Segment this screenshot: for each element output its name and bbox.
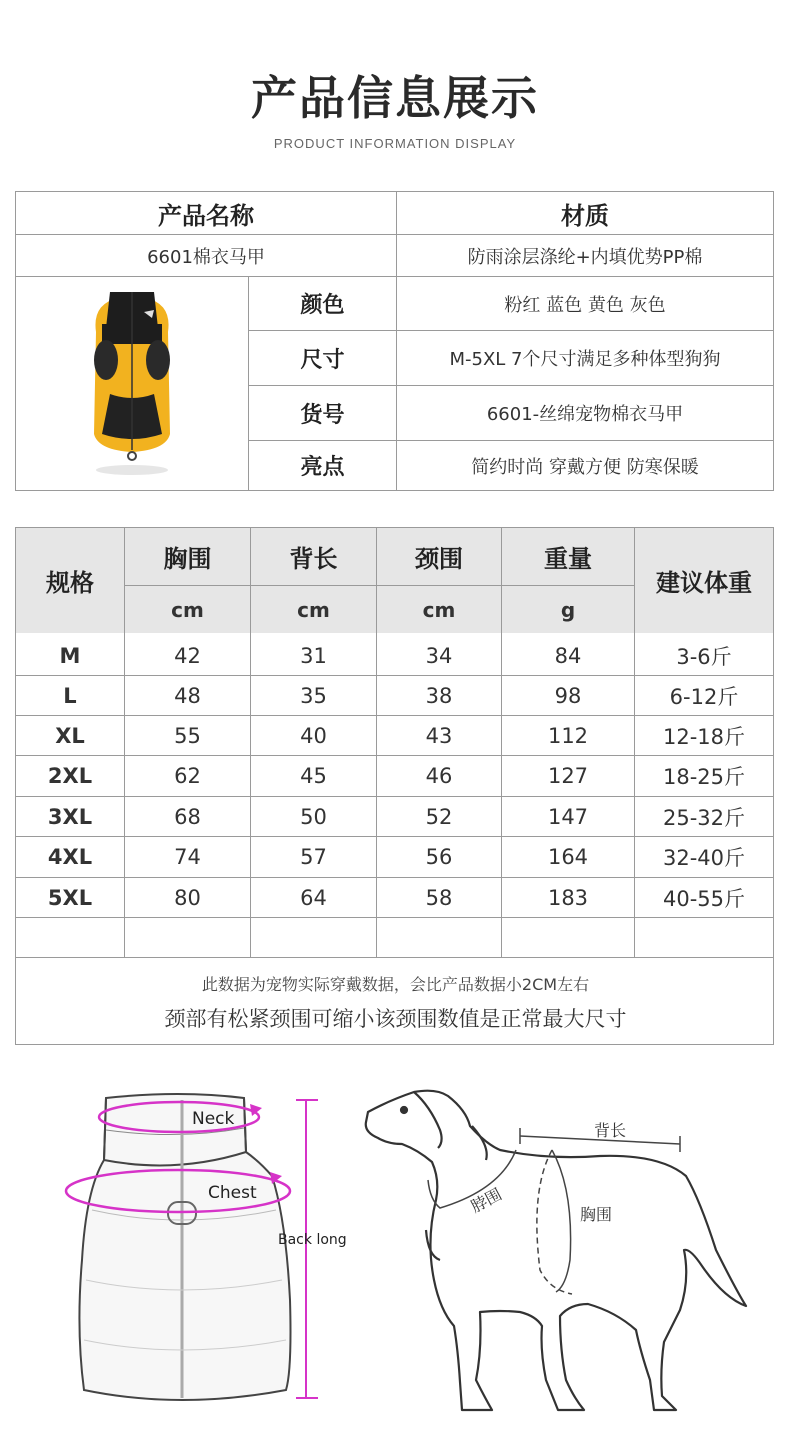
chest-cell: 74 [174,845,201,869]
size-note-large: 颈部有松紧颈围可缩小该颈围数值是正常最大尺寸 [164,1007,627,1031]
chest-unit: cm [171,597,204,622]
body-weight-cell: 12-18斤 [662,725,746,749]
back-cell: 40 [300,724,327,748]
dog-outline-icon [366,1091,746,1410]
spec-header: 规格 [46,569,94,597]
size-chart-table [15,527,774,1045]
weight-header: 重量 [544,545,592,573]
product-image [16,277,248,490]
body-weight-cell: 25-32斤 [662,806,746,830]
weight-unit: g [560,597,576,622]
neck-cell: 52 [425,805,453,829]
chest-cell: 62 [174,764,201,788]
product-name-header: 产品名称 [158,201,254,230]
back-long-bracket [296,1100,318,1398]
weight-cell: 98 [554,684,582,708]
body-weight-header: 建议体重 [656,569,752,597]
chest-cell: 42 [174,644,201,668]
weight-cell: 183 [547,886,589,910]
back-cell: 64 [300,886,327,910]
body-weight-cell: 40-55斤 [662,887,746,911]
size-cell: XL [55,724,85,748]
material-header: 材质 [561,201,609,230]
chest-cell: 48 [174,684,201,708]
size-cell: M [59,644,81,668]
neck-label: Neck [192,1109,235,1129]
size-cell: 3XL [47,805,93,829]
weight-cell: 127 [547,764,589,788]
chest-cell: 68 [174,805,201,829]
size-value: M-5XL 7个尺寸满足多种体型狗狗 [449,349,721,370]
color-value: 粉红 蓝色 黄色 灰色 [504,294,666,316]
neck-cell: 43 [425,724,453,748]
color-label: 颜色 [300,293,345,318]
neck-cell: 46 [425,764,453,788]
dog-chest-girth-label: 胸围 [580,1205,613,1224]
weight-cell: 147 [547,805,589,829]
neck-cell: 56 [425,845,453,869]
highlight-value: 简约时尚 穿戴方便 防寒保暖 [471,456,699,478]
size-cell: L [63,684,77,708]
measurement-diagram [0,1080,790,1420]
product-name-value: 6601棉衣马甲 [147,246,265,268]
dog-back-length-label: 背长 [594,1121,627,1140]
body-weight-cell: 32-40斤 [662,846,746,870]
sku-label: 货号 [300,402,345,428]
chest-cell: 80 [174,886,201,910]
back-header: 背长 [289,545,338,573]
size-label: 尺寸 [300,347,345,373]
size-cell: 5XL [47,886,93,910]
sku-value: 6601-丝绵宠物棉衣马甲 [486,404,684,425]
weight-cell: 164 [547,845,589,869]
page-subtitle: PRODUCT INFORMATION DISPLAY [273,136,517,151]
page-title: 产品信息展示 [251,71,539,125]
size-cell: 4XL [47,845,93,869]
back-long-label: Back long [278,1232,347,1248]
body-weight-cell: 18-25斤 [662,765,746,789]
neck-cell: 38 [425,684,453,708]
back-cell: 57 [300,845,327,869]
neck-header: 颈围 [415,545,463,573]
vest-outline-icon [79,1094,290,1400]
highlight-label: 亮点 [300,455,345,480]
chest-cell: 55 [174,724,201,748]
body-weight-cell: 3-6斤 [676,645,732,669]
weight-cell: 84 [554,644,582,668]
product-info-table [15,191,774,491]
neck-unit: cm [422,597,456,622]
size-cell: 2XL [47,764,93,788]
dog-vest-icon [62,284,202,484]
chest-header: 胸围 [163,545,212,573]
chest-label: Chest [208,1183,257,1203]
dog-neck-girth-label: 脖围 [467,1184,505,1217]
back-cell: 45 [300,764,327,788]
back-unit: cm [297,597,330,622]
neck-cell: 58 [425,886,453,910]
dog-measure-lines [428,1128,680,1294]
body-weight-cell: 6-12斤 [669,685,739,709]
size-note-small: 此数据为宠物实际穿戴数据，会比产品数据小2CM左右 [201,975,590,994]
back-cell: 50 [300,805,327,829]
material-value: 防雨涂层涤纶+内填优势PP棉 [467,246,703,268]
neck-cell: 34 [425,644,453,668]
back-cell: 31 [300,644,327,668]
neck-arrow-icon [250,1104,262,1116]
back-cell: 35 [300,684,327,708]
weight-cell: 112 [547,724,589,748]
